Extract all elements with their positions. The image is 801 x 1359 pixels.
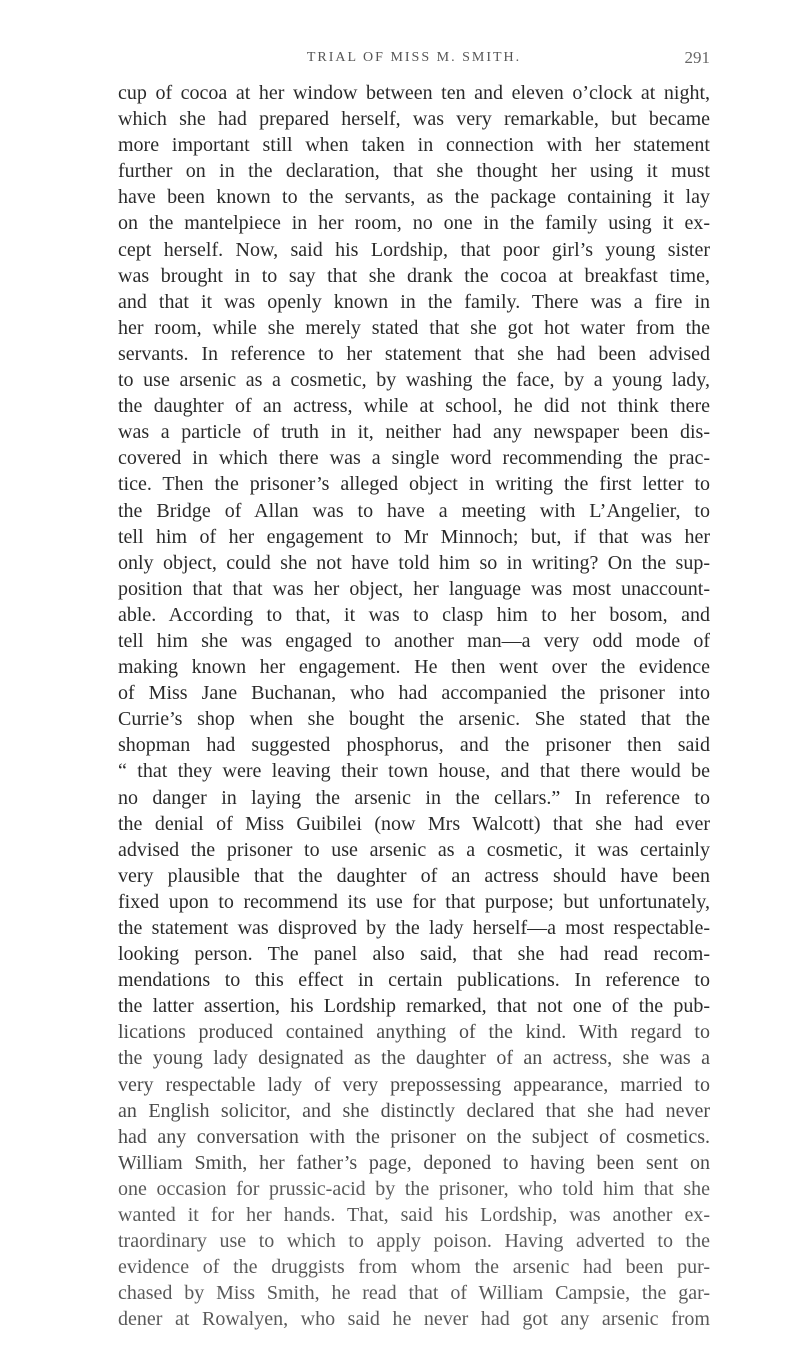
text-line: to use arsenic as a cosmetic, by washing the face, by a young lady,	[118, 369, 710, 392]
text-line: Currie’s shop when she bought the arsenic. She stated that the	[118, 708, 710, 731]
text-line: cup of cocoa at her window between ten and eleven o’clock at night,	[118, 82, 710, 104]
text-line: her room, while she merely stated that she got hot water from the	[118, 316, 710, 339]
text-line: more important still when taken in connection with her statement	[118, 134, 710, 157]
text-line: an English solicitor, and she distinctly declared that she had never	[118, 1099, 710, 1122]
text-line: the Bridge of Allan was to have a meeting with L’Angelier, to	[118, 499, 710, 522]
text-line: shopman had suggested phosphorus, and the prisoner then said	[118, 734, 710, 757]
text-line: no danger in laying the arsenic in the cellars.” In reference to	[118, 786, 710, 809]
text-line: the latter assertion, his Lordship remarked, that not one of the pub-	[118, 995, 710, 1018]
text-line: position that that was her object, her language was most unaccount-	[118, 577, 710, 600]
page-number: 291	[684, 48, 710, 67]
text-line: William Smith, her father’s page, deponed to having been sent on	[118, 1151, 710, 1174]
running-title: TRIAL OF MISS M. SMITH.	[306, 50, 522, 65]
text-line: very plausible that the daughter of an actress should have been	[118, 864, 710, 887]
text-line: the statement was disproved by the lady herself—a most respectable-	[118, 917, 710, 939]
text-line: wanted it for her hands. That, said his Lordship, was another ex-	[118, 1204, 710, 1227]
text-line: looking person. The panel also said, that she had read recom-	[118, 943, 710, 966]
text-line: mendations to this effect in certain publications. In reference to	[118, 969, 710, 992]
running-header	[118, 50, 710, 74]
text-line: advised the prisoner to use arsenic as a cosmetic, it was certainly	[118, 838, 710, 861]
text-line: the daughter of an actress, while at school, he did not think there	[118, 395, 710, 418]
text-line: fixed upon to recommend its use for that purpose; but unfortunately,	[118, 890, 710, 913]
text-line: making known her engagement. He then went over the evidence	[118, 656, 710, 679]
text-line: of Miss Jane Buchanan, who had accompanied the prisoner into	[118, 682, 710, 705]
text-line: the denial of Miss Guibilei (now Mrs Walcott) that she had ever	[118, 812, 710, 835]
text-line: further on in the declaration, that she thought her using it must	[118, 160, 710, 183]
text-line: dener at Rowalyen, who said he never had got any arsenic from	[118, 1308, 710, 1331]
text-line: servants. In reference to her statement that she had been advised	[118, 342, 710, 365]
text-line: cept herself. Now, said his Lordship, that poor girl’s young sister	[118, 238, 710, 261]
text-line: tell him she was engaged to another man—a very odd mode of	[118, 629, 710, 652]
text-line: chased by Miss Smith, he read that of William Campsie, the gar-	[118, 1282, 710, 1305]
text-line: tice. Then the prisoner’s alleged object in writing the first letter to	[118, 473, 710, 496]
text-line: on the mantelpiece in her room, no one in the family using it ex-	[118, 212, 710, 235]
text-line: the young lady designated as the daughter of an actress, she was a	[118, 1047, 710, 1070]
text-line: have been known to the servants, as the package containing it lay	[118, 186, 710, 209]
text-line: had any conversation with the prisoner on the subject of cosmetics.	[118, 1125, 710, 1148]
text-line: “ that they were leaving their town house, and that there would be	[118, 760, 710, 783]
text-line: evidence of the druggists from whom the arsenic had been pur-	[118, 1256, 710, 1279]
text-line: tell him of her engagement to Mr Minnoch; but, if that was her	[118, 525, 710, 548]
text-line: and that it was openly known in the family. There was a fire in	[118, 290, 710, 313]
text-line: only object, could she not have told him so in writing? On the sup-	[118, 551, 710, 574]
body-text	[118, 80, 710, 1333]
text-line: was a particle of truth in it, neither had any newspaper been dis-	[118, 421, 710, 444]
text-line: which she had prepared herself, was very remarkable, but became	[118, 108, 710, 131]
text-line: was brought in to say that she drank the cocoa at breakfast time,	[118, 264, 710, 287]
text-line: very respectable lady of very prepossessing appearance, married to	[118, 1073, 710, 1096]
text-line: able. According to that, it was to clasp him to her bosom, and	[118, 603, 710, 626]
text-line: lications produced contained anything of the kind. With regard to	[118, 1021, 710, 1044]
text-line: covered in which there was a single word recommending the prac-	[118, 447, 710, 470]
text-line: traordinary use to which to apply poison. Having adverted to the	[118, 1230, 710, 1253]
text-line: one occasion for prussic-acid by the prisoner, who told him that she	[118, 1177, 710, 1200]
